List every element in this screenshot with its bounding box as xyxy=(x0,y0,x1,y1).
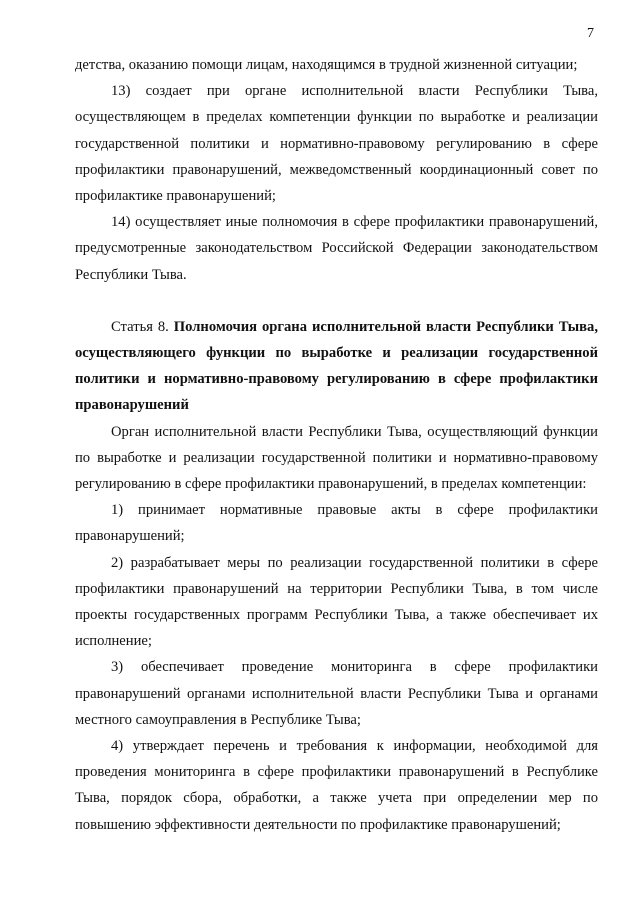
article-item-2: 2) разрабатывает меры по реализации государственной политики в сфере профилактики правонарушений на территории Республики Тыва, в том числе проекты государственных программ Республики Тыва, а также обеспечивает их исполнение; xyxy=(75,554,598,650)
list-item-14: 14) осуществляет иные полномочия в сфере профилактики правонарушений, предусмотренные законодательством Российской Федерации законодательством Республики Тыва. xyxy=(75,214,598,283)
article-item-3: 3) обеспечивает проведение мониторинга в сфере профилактики правонарушений органами исполнительной власти Республики Тыва и органами местного самоуправления в Республике Тыва; xyxy=(75,659,598,728)
article-title: Полномочия органа исполнительной власти Республики Тыва, осуществляющего функции по выработке и реализации государственной политики и нормативно-правовому регулированию в сфере профилактики правонарушений xyxy=(75,318,599,414)
paragraph-spacer xyxy=(75,288,598,314)
page-number: 7 xyxy=(587,26,594,41)
document-body xyxy=(75,52,598,838)
article-intro: Орган исполнительной власти Республики Тыва, осуществляющий функции по выработке и реализации государственной политики и нормативно-правовому регулированию в сфере профилактики правонарушений, в пределах компетенции: xyxy=(75,423,598,493)
list-item-13: 13) создает при органе исполнительной власти Республики Тыва, осуществляющем в пределах компетенции функции по выработке и реализации государственной политики и нормативно-правовому регулированию в сфере профилактики правонарушений, межведомственный координационный совет по профилактике правонарушений; xyxy=(75,83,598,205)
article-item-1: 1) принимает нормативные правовые акты в сфере профилактики правонарушений; xyxy=(75,502,598,545)
article-label: Статья 8. xyxy=(111,318,174,335)
article-item-4: 4) утверждает перечень и требования к информации, необходимой для проведения мониторинга в сфере профилактики правонарушений в Республике Тыва, порядок сбора, обработки, а также учета при определении мер по повышению эффективности деятельности по профилактике правонарушений; xyxy=(75,738,598,833)
article-heading xyxy=(75,314,598,419)
paragraph-continuation: детства, оказанию помощи лицам, находящимся в трудной жизненной ситуации; xyxy=(75,57,578,73)
